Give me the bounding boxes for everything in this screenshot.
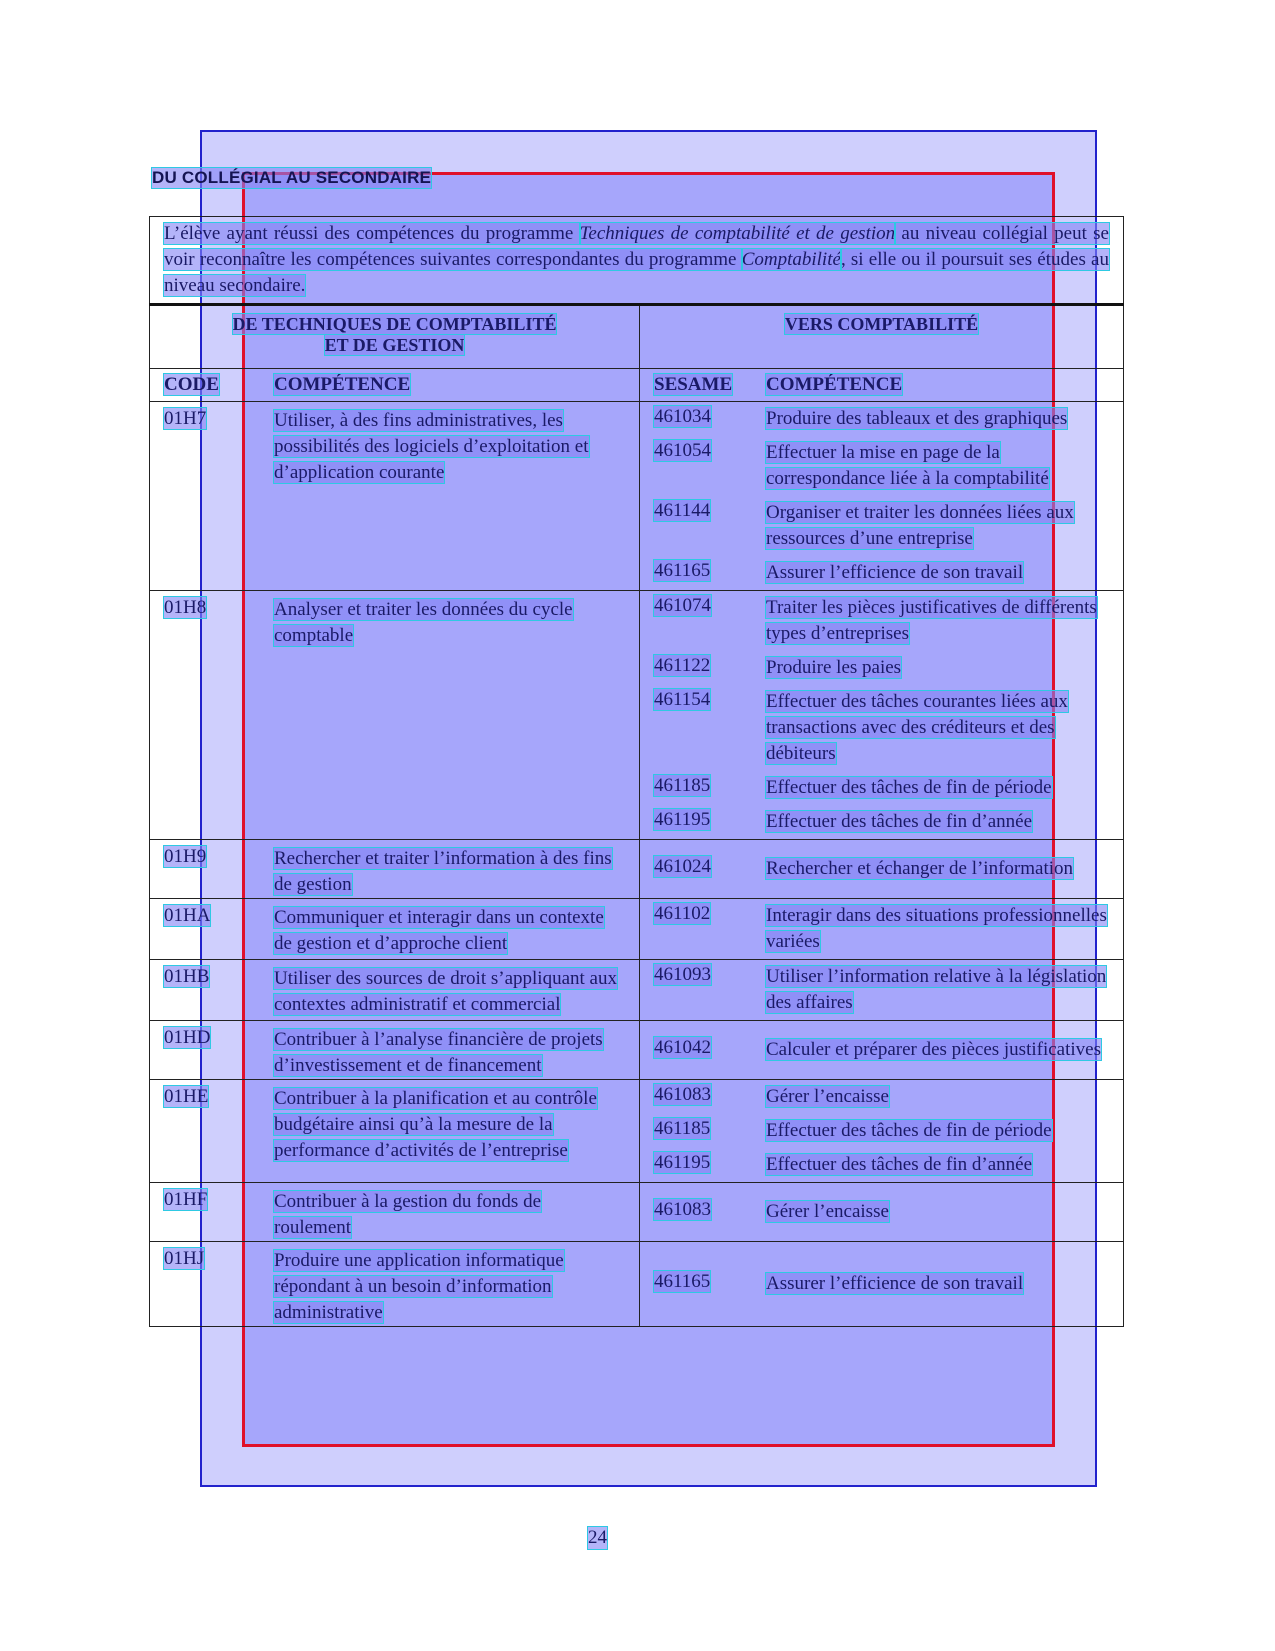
- competence-code: 01HE: [164, 1086, 209, 1107]
- secondary-competence-cell: [640, 1242, 1124, 1327]
- correspondence-table: [149, 216, 1124, 1327]
- sesame-code: 461144: [654, 500, 711, 521]
- sesame-competence: Effectuer des tâches de fin d’année: [766, 1154, 1033, 1175]
- list-item: [640, 1033, 1123, 1067]
- list-item: [640, 771, 1123, 805]
- college-competence-cell: [150, 840, 640, 899]
- table-row: [150, 899, 1124, 960]
- competence-column-header: COMPÉTENCE: [274, 374, 411, 395]
- sesame-competence: Produire des tableaux et des graphiques: [766, 408, 1068, 429]
- competence-description: Analyser et traiter les données du cycle comptable: [274, 599, 573, 646]
- list-item: [640, 436, 1123, 496]
- sesame-code: 461074: [654, 595, 711, 616]
- header-from-program: DE TECHNIQUES DE COMPTABILITÉ ET DE GESTION: [150, 305, 640, 369]
- college-competence-cell: [150, 1080, 640, 1183]
- header-to-program: VERS COMPTABILITÉ: [640, 305, 1124, 369]
- sesame-competence: Effectuer des tâches de fin d’année: [766, 811, 1033, 832]
- table-row: [150, 1021, 1124, 1080]
- college-competence-cell: [150, 1183, 640, 1242]
- competence-description: Contribuer à la planification et au contrôle budgétaire ainsi qu’à la mesure de la performance d’activités de l’entreprise: [274, 1088, 597, 1161]
- list-item: [640, 960, 1123, 1020]
- college-competence-cell: [150, 1021, 640, 1080]
- sesame-competence: Rechercher et échanger de l’information: [766, 858, 1074, 879]
- list-item: [640, 899, 1123, 959]
- table-row: [150, 1080, 1124, 1183]
- sesame-code: 461154: [654, 689, 711, 710]
- intro-paragraph: L’élève ayant réussi des compétences du programme Techniques de comptabilité et de gestion au niveau collégial peut se voir reconnaître les compétences suivantes correspondantes du programme Comptabilité, si elle ou il poursuit ses études au niveau secondaire.: [150, 217, 1124, 305]
- sesame-code: 461042: [654, 1037, 711, 1058]
- competence-code: 01HJ: [164, 1248, 205, 1269]
- sesame-code: 461034: [654, 406, 711, 427]
- college-program-name: Techniques de comptabilité et de gestion: [579, 223, 896, 244]
- list-item: [640, 651, 1123, 685]
- competence-description: Communiquer et interagir dans un contexte de gestion et d’approche client: [274, 907, 604, 954]
- list-item: [640, 402, 1123, 436]
- table-row: [150, 840, 1124, 899]
- secondary-competence-cell: [640, 591, 1124, 840]
- sesame-competence: Organiser et traiter les données liées aux ressources d’une entreprise: [766, 502, 1074, 549]
- list-item: [640, 685, 1123, 771]
- competence-code: 01HD: [164, 1027, 211, 1048]
- competence-description: Rechercher et traiter l’information à des fins de gestion: [274, 848, 612, 895]
- code-column-header: CODE: [164, 374, 219, 395]
- column-headers-right: [640, 369, 1124, 402]
- sesame-competence: Produire les paies: [766, 657, 902, 678]
- competence-column-header: COMPÉTENCE: [766, 374, 903, 395]
- sesame-competence: Assurer l’efficience de son travail: [766, 1273, 1024, 1294]
- sesame-competence: Effectuer des tâches de fin de période: [766, 777, 1052, 798]
- sesame-code: 461093: [654, 964, 711, 985]
- list-item: [640, 1114, 1123, 1148]
- sesame-code: 461165: [654, 560, 711, 581]
- sesame-code: 461185: [654, 1118, 711, 1139]
- list-item: [640, 556, 1123, 590]
- college-competence-cell: [150, 1242, 640, 1327]
- secondary-competence-cell: [640, 899, 1124, 960]
- college-competence-cell: [150, 960, 640, 1021]
- table-row: [150, 591, 1124, 840]
- column-headers-left: [150, 369, 640, 402]
- sesame-column-header: SESAME: [654, 374, 733, 395]
- sesame-competence: Gérer l’encaisse: [766, 1201, 889, 1222]
- sesame-code: 461122: [654, 655, 711, 676]
- list-item: [640, 805, 1123, 839]
- secondary-competence-cell: [640, 1021, 1124, 1080]
- sesame-competence: Interagir dans des situations professionnelles variées: [766, 905, 1107, 952]
- secondary-competence-cell: [640, 402, 1124, 591]
- sesame-competence: Gérer l’encaisse: [766, 1086, 889, 1107]
- sesame-code: 461185: [654, 775, 711, 796]
- sesame-competence: Utiliser l’information relative à la législation des affaires: [766, 966, 1107, 1013]
- college-competence-cell: [150, 402, 640, 591]
- college-competence-cell: [150, 899, 640, 960]
- competence-code: 01H7: [164, 408, 207, 429]
- competence-description: Produire une application informatique répondant à un besoin d’information administrative: [274, 1250, 564, 1323]
- sesame-code: 461165: [654, 1271, 711, 1292]
- sesame-competence: Traiter les pièces justificatives de différents types d’entreprises: [766, 597, 1097, 644]
- sesame-code: 461054: [654, 440, 711, 461]
- competence-description: Utiliser, à des fins administratives, les possibilités des logiciels d’exploitation et d’application courante: [274, 410, 589, 483]
- section-title: DU COLLÉGIAL AU SECONDAIRE: [152, 168, 432, 187]
- table-row: [150, 1183, 1124, 1242]
- table-row: [150, 1242, 1124, 1327]
- sesame-code: 461083: [654, 1199, 711, 1220]
- college-competence-cell: [150, 591, 640, 840]
- table-row: [150, 960, 1124, 1021]
- competence-code: 01HA: [164, 905, 211, 926]
- secondary-program-name: Comptabilité: [741, 249, 841, 270]
- secondary-competence-cell: [640, 840, 1124, 899]
- list-item: [640, 1195, 1123, 1229]
- sesame-code: 461195: [654, 1152, 711, 1173]
- competence-description: Utiliser des sources de droit s’appliquant aux contextes administratif et commercial: [274, 968, 617, 1015]
- table-row: [150, 402, 1124, 591]
- sesame-competence: Effectuer des tâches courantes liées aux transactions avec des créditeurs et des débiteurs: [766, 691, 1068, 764]
- sesame-code: 461102: [654, 903, 711, 924]
- sesame-competence: Effectuer des tâches de fin de période: [766, 1120, 1052, 1141]
- competence-description: Contribuer à la gestion du fonds de roulement: [274, 1191, 542, 1238]
- page-number: 24: [588, 1527, 607, 1548]
- list-item: [640, 591, 1123, 651]
- sesame-competence: Effectuer la mise en page de la correspondance liée à la comptabilité: [766, 442, 1049, 489]
- sesame-competence: Assurer l’efficience de son travail: [766, 562, 1024, 583]
- list-item: [640, 1267, 1123, 1301]
- list-item: [640, 1080, 1123, 1114]
- sesame-code: 461024: [654, 856, 711, 877]
- competence-code: 01H8: [164, 597, 207, 618]
- competence-description: Contribuer à l’analyse financière de projets d’investissement et de financement: [274, 1029, 603, 1076]
- list-item: [640, 1148, 1123, 1182]
- secondary-competence-cell: [640, 1080, 1124, 1183]
- sesame-code: 461083: [654, 1084, 711, 1105]
- secondary-competence-cell: [640, 1183, 1124, 1242]
- list-item: [640, 496, 1123, 556]
- list-item: [640, 852, 1123, 886]
- sesame-code: 461195: [654, 809, 711, 830]
- competence-code: 01H9: [164, 846, 207, 867]
- competence-code: 01HB: [164, 966, 210, 987]
- secondary-competence-cell: [640, 960, 1124, 1021]
- sesame-competence: Calculer et préparer des pièces justificatives: [766, 1039, 1101, 1060]
- competence-code: 01HF: [164, 1189, 208, 1210]
